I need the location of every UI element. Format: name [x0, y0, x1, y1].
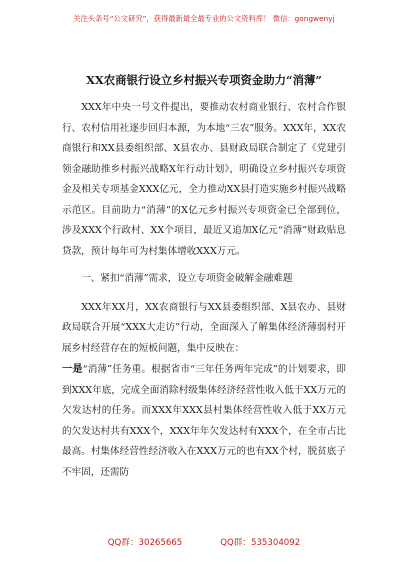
header-banner: 关注头条号“公文研究”，获得最新最全最专业的公文资料库！ 微信：gongwenyj [73, 14, 335, 23]
footer-qq-group-1: QQ群：30265665 [107, 538, 183, 548]
footer [0, 536, 408, 548]
footer-qq-group-2: QQ群：535304092 [220, 538, 301, 548]
paragraph-3 [62, 359, 346, 483]
paragraph-3-text: “消薄”任务重。根据省市“三年任务两年完成”的计划要求，即到XXX年底，完成全面消除村级集体经济经营性收入低于XX万元的欠发达村的任务。而XXX年XXX县村集体经营性收入低于XX万元的欠发达村共有XXX个，XXX年年欠发达村有XXX个，在全市占比最高。村集体经营性经济收入在XXX万元的也有XX个村，脱贫底子不牢固，还需防 [62, 364, 346, 478]
section-heading: 一、紧扣“消薄”需求，设立专项资金破解金融难题 [81, 273, 293, 284]
paragraph-2: XXX年XX月，XX农商银行与XX县委组织部、X县农办、县财政局联合开展“XXX大走访”行动，全面深入了解集体经济薄弱村开展乡村经营存在的短板问题，集中反映在： [62, 301, 346, 354]
document-title: XX农商银行设立乡村振兴专项资金助力“消薄” [86, 73, 322, 87]
intro-paragraph: XXX年中央一号文件提出，要推动农村商业银行、农村合作银行、农村信用社逐步回归本源，为本地“三农”服务。XXX年，XX农商银行和XX县委组织部、X县农办、县财政局联合制定了《党建引领金融助推乡村振兴战略X年行动计划》，明确设立乡村振兴专项资金及相关专项基金XXX亿元，全力推动XX县打造实施乡村振兴战略示范区。目前助力“消薄”的X亿元乡村振兴专项资金已全部到位，涉及XXX个行政村、XX个项目，最近又追加X亿元“消薄”财政贴息贷款，预计每年可为村集体增收XXX万元。 [62, 102, 346, 257]
document-body [62, 98, 346, 483]
paragraph-3-lead: 一是 [62, 363, 83, 375]
